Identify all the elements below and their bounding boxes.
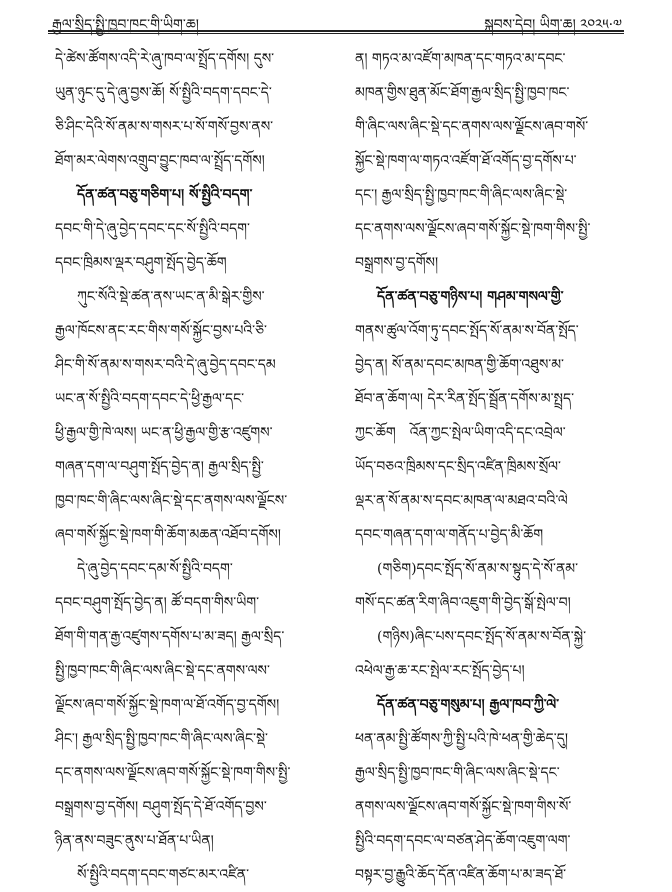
- header-title-left: རྒྱལ་སྲིད་སྤྱི་ཁྱབ་ཁང་གི་ཡིག་ཆ།: [52, 17, 199, 33]
- text-line: ན། གཏའ་མ་འཛོག་མཁན་དང་གཏའ་མ་དབང་: [355, 51, 566, 67]
- text-line: ཡུན་ཉུང་དུ་དེ་ཞུ་བྱས་ཆོ། སོ་སྤྱིའི་བདག་དབང་དེ་: [55, 85, 272, 101]
- text-line: དང་། རྒྱལ་སྲིད་སྤྱི་ཁྱབ་ཁང་གི་ཞིང་ལས་ཞིང་སྡེ་: [355, 187, 568, 203]
- text-line: གནས་ཚུལ་འོག་ཏུ་དབང་སྤོད་སོ་ནམ་ས་བོན་སྤོད་: [355, 323, 579, 339]
- text-line: ཤིང་། རྒྱལ་སྲིད་སྤྱི་ཁྱབ་ཁང་གི་ཞིང་ལས་ཞིང་སྡེ་: [55, 731, 268, 747]
- text-line: ཉིན་ནས་བཟུང་ནུས་པ་ཐོན་པ་ཡིན།: [55, 833, 214, 849]
- text-line: ཡང་ན་སོ་སྤྱིའི་བདག་དབང་དེ་ཕྱི་རྒྱལ་དང་: [55, 391, 245, 407]
- header-rule-thin: [48, 33, 624, 34]
- text-line: གི་ཞིང་ལས་ཞིང་སྡེ་དང་ནགས་ལས་ལྗོངས་ཞབ་གསོ་: [355, 119, 589, 135]
- text-line: (གཉིས)ཞིང་པས་དབང་སྤོད་སོ་ནམ་ས་བོན་སྐྱེ་: [377, 629, 587, 645]
- text-line: ཤིང་གི་སོ་ནམ་ས་གསར་བའི་དེ་ཞུ་བྱེད་དབང་དམ: [55, 357, 276, 373]
- right-column: [355, 42, 625, 883]
- text-line: ནགས་ལས་ལྗོངས་ཞབ་གསོ་སྐྱོང་སྡེ་ཁག་གིས་སོ་: [355, 799, 572, 815]
- text-line: ཅི་ཤིང་དེའི་སོ་ནམ་ས་གསར་པ་སོ་གསོ་བྱས་ནས་: [55, 119, 274, 135]
- text-line: དེ་ཞུ་བྱེད་དབང་དམ་སོ་སྤྱིའི་བདག་: [77, 561, 233, 577]
- text-line: རྒྱལ་སྲིད་སྤྱི་ཁྱབ་ཁང་གི་ཞིང་ལས་ཞིང་སྡེ་དང་: [355, 765, 560, 781]
- text-line: ཕན་ནམ་སྤྱི་ཚོགས་ཀྱི་སྤྱི་པའི་ཁེ་ཕན་གྱི་ཆེད་དུ།: [355, 731, 569, 747]
- text-line: དང་ནགས་ལས་ལྗོངས་ཞབ་གསོ་སྐྱོང་སྡེ་ཁག་གིས་སྤྱི་: [355, 221, 591, 237]
- page-header: [0, 0, 672, 32]
- text-line: དབང་ཁྲིམས་ལྡར་བཤུག་སྤོད་བྱེད་ཆོག: [55, 255, 227, 271]
- text-line: ཕྱི་རྒྱལ་གྱི་ཁེ་ལས། ཡང་ན་ཕྱི་རྒྱལ་གྱི་རྩ་འཛུགས་: [55, 425, 273, 441]
- text-line: (གཅིག)དབང་སྤོད་སོ་ནམ་ས་སྟུད་དེ་སོ་ནམ་: [377, 561, 579, 577]
- text-line: སོ་སྤྱིའི་བདག་དབང་གཙང་མར་འཛིན་: [77, 867, 250, 883]
- text-line: ལྡར་ན་སོ་ནམ་ས་དབང་མཁན་ལ་མཐའ་བའི་ལེ: [355, 493, 568, 509]
- text-line: གཞན་དག་ལ་བཤུག་སྤོད་བྱེད་ན། རྒྱལ་སྲིད་སྤྱི་: [55, 459, 264, 475]
- text-line: ཐོག་གི་གན་རྒྱ་འཛུགས་དགོས་པ་མ་ཟད། རྒྱལ་སྲིད་: [55, 629, 285, 645]
- text-line: དབང་གི་དེ་ཞུ་བྱེད་དབང་དང་སོ་སྤྱིའི་བདག་: [55, 221, 250, 237]
- text-line: ཀུང་སོའི་སྡེ་ཚན་ནས་ཡང་ན་མི་སྒེར་གྱིས་: [77, 289, 265, 305]
- text-line: རྒྱལ་ཁོངས་ནང་རང་གིས་གསོ་སྐྱོང་བྱས་པའི་ཅི་: [55, 323, 267, 339]
- text-line: ཞབ་གསོ་སྐྱོང་སྡེ་ཁག་གི་ཆོག་མཆན་འཐོབ་དགོས།: [55, 527, 281, 543]
- text-line: དེ་ཚེས་ཚོགས་འདི་རེ་ཞུ་ཁབ་ལ་སྤྲོད་དགོས། དུས་: [55, 51, 275, 67]
- text-line: གསོ་དང་ཚན་རིག་ཞིབ་འཇུག་གི་བྱེད་སྒོ་སྤེལ་བ།: [355, 595, 571, 611]
- text-line: བྱེད་ན། སོ་ནམ་དབང་མཁན་གྱི་ཆོག་འཐུས་མ་: [355, 357, 564, 373]
- text-line: བསྒྲགས་བྱ་དགོས།: [355, 255, 439, 271]
- text-line: ལྗོངས་ཞབ་གསོ་སྐྱོང་སྡེ་ཁག་ལ་ཐོ་འགོད་བྱ་དགོས།: [55, 697, 280, 713]
- text-line: སྤྱིའི་བདག་དབང་ལ་བཙན་ཤེད་ཆོག་འཇུག་ལག་: [355, 833, 571, 849]
- text-line: ཁྱབ་ཁང་གི་ཞིང་ལས་ཞིང་སྡེ་དང་ནགས་ལས་ལྗོངས་: [55, 493, 288, 509]
- text-line: འཕེལ་རྒྱ་ཆ་རང་སྤེལ་རང་སྤོད་བྱེད་པ།: [355, 663, 525, 679]
- header-rule-thick: [48, 30, 624, 32]
- text-line: མཁན་གྱིས་ཐུན་མོང་ཐོག་རྒྱལ་སྲིད་སྤྱི་ཁྱབ་ཁང་: [355, 85, 570, 101]
- text-line: དབང་གཞན་དག་ལ་གནོད་པ་བྱེད་མི་ཆོག: [355, 527, 544, 543]
- text-line: ཐོག་མར་ལེགས་འགྲུབ་བྱུང་ཁབ་ལ་སྤྲོད་དགོས།: [55, 153, 265, 169]
- text-line: དང་ནགས་ལས་ལྗོངས་ཞབ་གསོ་སྐྱོང་སྡེ་ཁག་གིས་སྤྱི་: [55, 765, 291, 781]
- text-line: ཀྱང་ཆོག འོན་ཀྱང་སྤེལ་ཡིག་འདི་དང་འབྲེལ་: [355, 425, 566, 441]
- text-line: དོན་ཚན་བཅུ་གསུམ་པ། རྒྱལ་ཁབ་ཀྱི་ལེ་: [377, 697, 560, 713]
- text-line: ཡོད་བཅའ་ཁྲིམས་དང་སྲིད་འཛིན་ཁྲིམས་སྲོལ་: [355, 459, 561, 475]
- text-line: དོན་ཚན་བཅུ་གཉིས་པ། གཤམ་གསལ་གྱི་: [377, 289, 564, 305]
- text-line: དབང་བཤུག་སྤོད་བྱེད་ན། ཚོ་བདག་གིས་ཡིག་: [55, 595, 260, 611]
- left-column: [55, 42, 325, 883]
- text-line: དོན་ཚན་བཅུ་གཅིག་པ། སོ་སྤྱིའི་བདག་: [77, 187, 253, 203]
- text-line: སྤྱི་ཁྱབ་ཁང་གི་ཞིང་ལས་ཞིང་སྡེ་དང་ནགས་ལས་: [55, 663, 270, 679]
- text-line: ཐོབ་ན་ཆོག་ལ། དེར་རིན་སྤོད་སྦྲོན་དགོས་མ་སྤྲད་: [355, 391, 575, 407]
- text-line: སྐྱོང་སྡེ་ཁག་ལ་གཏའ་འཛོག་ཐོ་འགོད་བྱ་དགོས་པ་: [355, 153, 577, 169]
- text-line: བསྟར་བྱ་རྒྱུའི་ཆོད་དོན་འཛིན་ཆོག་པ་མ་ཟད་ཐོ་: [355, 867, 567, 883]
- header-title-right: སྐབས་དེབ། ཡིག་ཆ། ༢༠༢༥·༧: [484, 17, 622, 33]
- text-line: བསྒྲགས་བྱ་དགོས། བཤུག་སྤོད་དེ་ཐོ་འགོད་བྱས་: [55, 799, 267, 815]
